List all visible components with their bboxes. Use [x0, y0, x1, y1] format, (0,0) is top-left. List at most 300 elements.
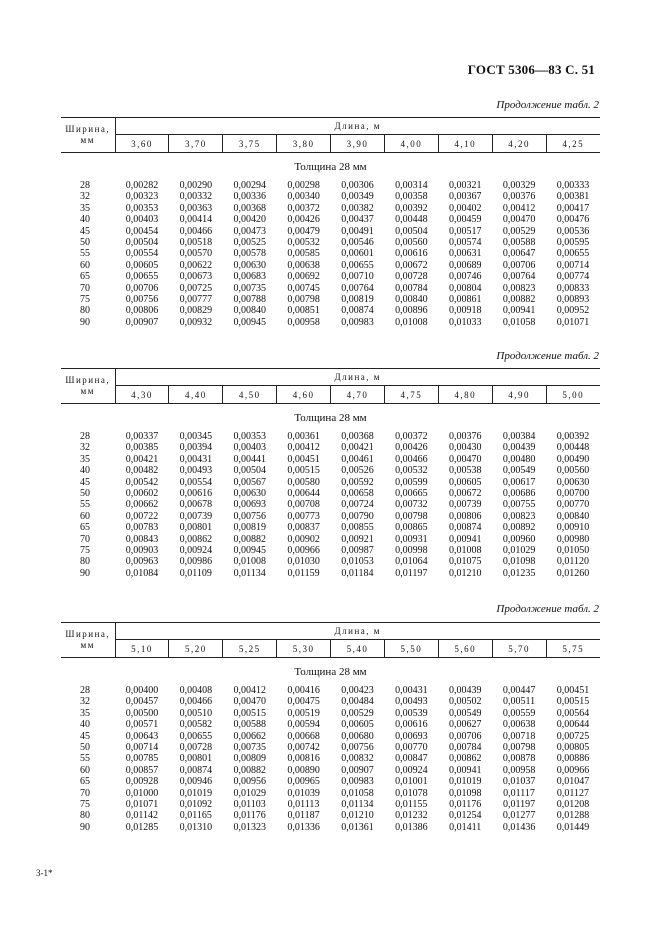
- length-column-header: 4,30: [115, 386, 169, 404]
- volume-cell: 0,00983: [341, 316, 374, 328]
- volume-cell: 0,00361: [287, 431, 320, 442]
- volume-cell: 0,00798: [287, 294, 320, 306]
- volume-cell: 0,00451: [287, 453, 320, 465]
- volume-cell: 0,00958: [502, 764, 536, 776]
- table-row: [61, 317, 600, 328]
- volume-cell: 0,00532: [287, 237, 320, 249]
- volume-cell: 0,01071: [125, 799, 159, 811]
- volume-cell: 0,00549: [448, 707, 482, 719]
- volume-cell: 0,00403: [233, 442, 266, 454]
- volume-cell: 0,00706: [502, 259, 536, 271]
- table-row: [61, 568, 600, 579]
- volume-cell: 0,00381: [556, 191, 590, 203]
- volume-cell: 0,00426: [287, 214, 320, 226]
- volume-cell: 0,00903: [125, 545, 159, 557]
- volume-cell: 0,00400: [125, 685, 159, 696]
- volume-cell: 0,01047: [556, 776, 590, 788]
- volume-cell: 0,00784: [448, 742, 482, 754]
- volume-cell: 0,01159: [287, 567, 320, 579]
- volume-cell: 0,00683: [233, 271, 266, 283]
- volume-cell: 0,00829: [179, 305, 213, 317]
- thickness-heading: Толщина 28 мм: [294, 665, 367, 678]
- volume-cell: 0,00491: [341, 225, 374, 237]
- width-cell: 32: [80, 191, 90, 203]
- volume-cell: 0,00525: [233, 237, 266, 249]
- volume-cell: 0,00599: [395, 476, 428, 488]
- volume-cell: 0,01078: [395, 787, 428, 799]
- volume-cell: 0,00714: [556, 259, 590, 271]
- volume-cell: 0,00414: [179, 214, 213, 226]
- volume-cell: 0,01323: [233, 821, 266, 833]
- volume-cell: 0,00567: [233, 476, 266, 488]
- volume-cell: 0,00385: [125, 442, 159, 454]
- table-row: [61, 305, 600, 316]
- volume-cell: 0,01008: [395, 316, 428, 328]
- volume-cell: 0,00718: [502, 730, 536, 742]
- volume-cell: 0,00353: [233, 431, 266, 442]
- volume-cell: 0,01084: [125, 567, 159, 579]
- volume-cell: 0,00408: [179, 685, 213, 696]
- volume-cell: 0,00882: [502, 294, 536, 306]
- volume-cell: 0,00655: [125, 271, 159, 283]
- volume-cell: 0,00473: [233, 225, 266, 237]
- volume-cell: 0,01037: [502, 776, 536, 788]
- volume-cell: 0,00588: [502, 237, 536, 249]
- volume-cell: 0,00931: [395, 533, 428, 545]
- width-cell: 60: [80, 764, 90, 776]
- volume-cell: 0,00382: [341, 202, 374, 214]
- volume-cell: 0,00655: [556, 248, 590, 260]
- volume-cell: 0,00549: [502, 465, 536, 477]
- volume-cell: 0,00678: [179, 499, 213, 511]
- volume-cell: 0,01098: [448, 787, 482, 799]
- volume-cell: 0,00592: [341, 476, 374, 488]
- volume-cell: 0,00784: [395, 282, 428, 294]
- volume-cell: 0,00823: [502, 510, 536, 522]
- volume-cell: 0,00672: [448, 488, 482, 500]
- volume-cell: 0,00510: [179, 707, 213, 719]
- volume-cell: 0,00394: [179, 442, 213, 454]
- volume-cell: 0,00785: [125, 753, 159, 765]
- volume-cell: 0,00662: [125, 499, 159, 511]
- volume-cell: 0,00983: [341, 776, 374, 788]
- width-cell: 75: [80, 799, 90, 811]
- width-cell: 65: [80, 271, 90, 283]
- volume-cell: 0,00816: [287, 753, 320, 765]
- volume-cell: 0,00706: [125, 282, 159, 294]
- volume-cell: 0,01109: [179, 567, 212, 579]
- length-column-header: 5,70: [492, 640, 546, 658]
- volume-cell: 0,01336: [287, 821, 320, 833]
- volume-cell: 0,00847: [395, 753, 428, 765]
- length-column-header: 3,90: [331, 135, 385, 153]
- table-row: [61, 442, 600, 453]
- volume-cell: 0,01155: [395, 799, 428, 811]
- volume-cell: 0,00412: [502, 202, 536, 214]
- volume-cell: 0,00416: [287, 685, 320, 696]
- width-cell: 28: [80, 685, 90, 696]
- volume-cell: 0,00430: [448, 442, 482, 454]
- table-row: [61, 799, 600, 810]
- length-column-header: 4,75: [384, 386, 438, 404]
- volume-cell: 0,00680: [341, 730, 374, 742]
- volume-cell: 0,00294: [233, 180, 266, 191]
- width-cell: 28: [80, 180, 90, 191]
- volume-cell: 0,00323: [125, 191, 159, 203]
- volume-cell: 0,00806: [448, 510, 482, 522]
- volume-cell: 0,00466: [179, 696, 213, 708]
- width-cell: 70: [80, 787, 90, 799]
- table-row: [61, 477, 600, 488]
- table-row: [61, 685, 600, 696]
- volume-cell: 0,00538: [448, 465, 482, 477]
- volume-cell: 0,00986: [179, 556, 213, 568]
- volume-cell: 0,00616: [395, 248, 428, 260]
- volume-cell: 0,00665: [395, 488, 428, 500]
- volume-cell: 0,00886: [556, 753, 590, 765]
- volume-cell: 0,01386: [395, 821, 428, 833]
- width-cell: 45: [80, 476, 90, 488]
- volume-cell: 0,00627: [448, 719, 482, 731]
- volume-cell: 0,00735: [233, 742, 266, 754]
- volume-cell: 0,00282: [125, 180, 159, 191]
- table-row: [61, 556, 600, 567]
- volume-cell: 0,00333: [556, 180, 590, 191]
- volume-cell: 0,00965: [287, 776, 320, 788]
- width-cell: 70: [80, 533, 90, 545]
- length-column-header: 4,70: [331, 386, 385, 404]
- volume-cell: 0,00647: [502, 248, 536, 260]
- volume-cell: 0,00306: [341, 180, 374, 191]
- volume-cell: 0,00739: [179, 510, 213, 522]
- width-cell: 50: [80, 488, 90, 500]
- volume-cell: 0,00725: [179, 282, 213, 294]
- table-row: [61, 545, 600, 556]
- volume-cell: 0,00454: [125, 225, 159, 237]
- volume-cell: 0,00686: [502, 488, 536, 500]
- volume-cell: 0,00746: [448, 271, 482, 283]
- volume-cell: 0,01260: [556, 567, 590, 579]
- width-cell: 70: [80, 282, 90, 294]
- length-column-header: 5,10: [115, 640, 169, 658]
- width-cell: 40: [80, 214, 90, 226]
- volume-cell: 0,00728: [395, 271, 428, 283]
- volume-cell: 0,00574: [448, 237, 482, 249]
- volume-cell: 0,00756: [341, 742, 374, 754]
- width-cell: 50: [80, 742, 90, 754]
- volume-cell: 0,00952: [556, 305, 590, 317]
- width-cell: 40: [80, 719, 90, 731]
- volume-cell: 0,00594: [287, 719, 320, 731]
- table-row: [61, 271, 600, 282]
- volume-cell: 0,00890: [287, 764, 320, 776]
- volume-cell: 0,01436: [502, 821, 536, 833]
- width-cell: 90: [80, 821, 90, 833]
- volume-cell: 0,00987: [341, 545, 374, 557]
- volume-cell: 0,00616: [179, 488, 213, 500]
- volume-cell: 0,01210: [448, 567, 482, 579]
- volume-cell: 0,00431: [395, 685, 428, 696]
- volume-cell: 0,00329: [502, 180, 536, 191]
- width-cell: 90: [80, 567, 90, 579]
- volume-cell: 0,00437: [341, 214, 374, 226]
- volume-cell: 0,00461: [341, 453, 374, 465]
- volume-cell: 0,00441: [233, 453, 266, 465]
- volume-cell: 0,00764: [502, 271, 536, 283]
- table-row: [61, 431, 600, 442]
- volume-cell: 0,00798: [502, 742, 536, 754]
- table-row: [61, 488, 600, 499]
- length-header: Длина, м: [115, 623, 600, 640]
- volume-cell: 0,00536: [556, 225, 590, 237]
- length-column-header: 4,20: [492, 135, 546, 153]
- volume-cell: 0,00932: [179, 316, 213, 328]
- page-footnote: 3-1*: [36, 868, 53, 878]
- volume-cell: 0,00770: [556, 499, 590, 511]
- volume-cell: 0,01254: [448, 810, 482, 822]
- table-row: [61, 191, 600, 202]
- volume-cell: 0,01232: [395, 810, 428, 822]
- volume-cell: 0,00470: [448, 453, 482, 465]
- volume-cell: 0,01277: [502, 810, 536, 822]
- table-row: [61, 294, 600, 305]
- volume-cell: 0,01176: [449, 799, 482, 811]
- volume-cell: 0,00843: [125, 533, 159, 545]
- table-row: [61, 753, 600, 764]
- volume-cell: 0,00515: [556, 696, 590, 708]
- volume-cell: 0,00504: [233, 465, 266, 477]
- volume-cell: 0,00363: [179, 202, 213, 214]
- volume-cell: 0,00298: [287, 180, 320, 191]
- volume-cell: 0,00517: [448, 225, 482, 237]
- volume-cell: 0,00546: [341, 237, 374, 249]
- volume-cell: 0,00595: [556, 237, 590, 249]
- volume-cell: 0,00710: [341, 271, 374, 283]
- volume-cell: 0,01197: [502, 799, 536, 811]
- continuation-label: Продолжение табл. 2: [496, 603, 599, 615]
- volume-cell: 0,00420: [233, 214, 266, 226]
- volume-cell: 0,00941: [448, 533, 482, 545]
- volume-cell: 0,00924: [395, 764, 428, 776]
- volume-cell: 0,00605: [125, 259, 159, 271]
- width-cell: 35: [80, 707, 90, 719]
- volume-cell: 0,01142: [125, 810, 158, 822]
- volume-cell: 0,00502: [448, 696, 482, 708]
- width-cell: 32: [80, 442, 90, 454]
- length-column-header: 5,25: [223, 640, 277, 658]
- volume-cell: 0,00457: [125, 696, 159, 708]
- width-cell: 28: [80, 431, 90, 442]
- length-column-header: 3,70: [169, 135, 223, 153]
- volume-cell: 0,00878: [502, 753, 536, 765]
- volume-cell: 0,00459: [448, 214, 482, 226]
- volume-cell: 0,00542: [125, 476, 159, 488]
- volume-cell: 0,01208: [556, 799, 590, 811]
- volume-cell: 0,00638: [287, 259, 320, 271]
- width-cell: 80: [80, 556, 90, 568]
- volume-cell: 0,00764: [341, 282, 374, 294]
- volume-cell: 0,00403: [125, 214, 159, 226]
- length-column-header: 4,10: [438, 135, 492, 153]
- volume-cell: 0,00742: [287, 742, 320, 754]
- volume-cell: 0,00605: [448, 476, 482, 488]
- volume-cell: 0,00945: [233, 545, 266, 557]
- volume-cell: 0,00833: [556, 282, 590, 294]
- length-column-header: 4,40: [169, 386, 223, 404]
- volume-cell: 0,00892: [502, 522, 536, 534]
- volume-cell: 0,00689: [448, 259, 482, 271]
- volume-cell: 0,00998: [395, 545, 428, 557]
- volume-cell: 0,00788: [233, 294, 266, 306]
- width-cell: 65: [80, 776, 90, 788]
- volume-cell: 0,00956: [233, 776, 266, 788]
- volume-cell: 0,00417: [556, 202, 590, 214]
- volume-cell: 0,00353: [125, 202, 159, 214]
- length-column-header: 5,40: [331, 640, 385, 658]
- volume-cell: 0,00874: [179, 764, 213, 776]
- volume-cell: 0,00673: [179, 271, 213, 283]
- volume-cell: 0,00412: [233, 685, 266, 696]
- volume-cell: 0,00631: [448, 248, 482, 260]
- volume-cell: 0,00728: [179, 742, 213, 754]
- volume-cell: 0,00638: [502, 719, 536, 731]
- volume-cell: 0,00448: [395, 214, 428, 226]
- volume-cell: 0,00340: [287, 191, 320, 203]
- width-cell: 80: [80, 810, 90, 822]
- width-cell: 60: [80, 510, 90, 522]
- volume-cell: 0,00945: [233, 316, 266, 328]
- volume-cell: 0,00840: [395, 294, 428, 306]
- volume-cell: 0,00801: [179, 522, 213, 534]
- volume-cell: 0,00806: [125, 305, 159, 317]
- volume-cell: 0,00602: [125, 488, 159, 500]
- width-cell: 45: [80, 730, 90, 742]
- table-row: [61, 731, 600, 742]
- volume-cell: 0,00643: [125, 730, 159, 742]
- volume-cell: 0,00392: [395, 202, 428, 214]
- volume-cell: 0,00431: [179, 453, 213, 465]
- volume-cell: 0,00376: [502, 191, 536, 203]
- volume-cell: 0,00515: [287, 465, 320, 477]
- volume-cell: 0,00376: [448, 431, 482, 442]
- volume-cell: 0,00662: [233, 730, 266, 742]
- width-cell: 40: [80, 465, 90, 477]
- continuation-label: Продолжение табл. 2: [496, 350, 599, 362]
- volume-cell: 0,00402: [448, 202, 482, 214]
- volume-cell: 0,00500: [125, 707, 159, 719]
- length-column-header: 3,60: [115, 135, 169, 153]
- volume-cell: 0,00672: [395, 259, 428, 271]
- volume-cell: 0,00421: [125, 453, 159, 465]
- volume-cell: 0,00840: [233, 305, 266, 317]
- volume-cell: 0,00321: [448, 180, 482, 191]
- volume-cell: 0,00560: [395, 237, 428, 249]
- volume-cell: 0,00412: [287, 442, 320, 454]
- volume-cell: 0,00874: [448, 522, 482, 534]
- volume-cell: 0,00777: [179, 294, 213, 306]
- table-row: [61, 454, 600, 465]
- volume-cell: 0,00337: [125, 431, 159, 442]
- volume-table: [61, 622, 600, 833]
- volume-cell: 0,01235: [502, 567, 536, 579]
- volume-cell: 0,00423: [341, 685, 374, 696]
- volume-cell: 0,01134: [341, 799, 374, 811]
- width-cell: 80: [80, 305, 90, 317]
- volume-cell: 0,01053: [341, 556, 374, 568]
- volume-cell: 0,00941: [502, 305, 536, 317]
- volume-cell: 0,00928: [125, 776, 159, 788]
- length-column-header: 4,90: [492, 386, 546, 404]
- volume-cell: 0,00447: [502, 685, 536, 696]
- width-header: Ширина, мм: [61, 118, 115, 153]
- length-column-header: 4,50: [223, 386, 277, 404]
- thickness-heading: Толщина 28 мм: [294, 160, 367, 173]
- volume-cell: 0,00745: [287, 282, 320, 294]
- volume-cell: 0,00644: [287, 488, 320, 500]
- volume-cell: 0,00832: [341, 753, 374, 765]
- volume-cell: 0,00466: [395, 453, 428, 465]
- volume-cell: 0,01134: [233, 567, 266, 579]
- table-row: [61, 742, 600, 753]
- volume-cell: 0,00773: [287, 510, 320, 522]
- volume-cell: 0,00874: [341, 305, 374, 317]
- volume-cell: 0,00630: [556, 476, 590, 488]
- volume-cell: 0,00819: [233, 522, 266, 534]
- volume-cell: 0,00724: [341, 499, 374, 511]
- volume-cell: 0,00504: [395, 225, 428, 237]
- length-column-header: 4,80: [438, 386, 492, 404]
- table-row: [61, 465, 600, 476]
- volume-cell: 0,00882: [233, 764, 266, 776]
- volume-cell: 0,00526: [341, 465, 374, 477]
- table-row: [61, 499, 600, 510]
- volume-cell: 0,00896: [395, 305, 428, 317]
- volume-cell: 0,01449: [556, 821, 590, 833]
- volume-cell: 0,01071: [556, 316, 590, 328]
- volume-cell: 0,00960: [502, 533, 536, 545]
- volume-cell: 0,00605: [341, 719, 374, 731]
- volume-cell: 0,00580: [287, 476, 320, 488]
- table-row: [61, 788, 600, 799]
- volume-cell: 0,00493: [395, 696, 428, 708]
- length-column-header: 5,30: [277, 640, 331, 658]
- volume-cell: 0,00658: [341, 488, 374, 500]
- length-header: Длина, м: [115, 118, 600, 135]
- table-row: [61, 283, 600, 294]
- volume-cell: 0,00470: [233, 696, 266, 708]
- length-column-header: 3,75: [223, 135, 277, 153]
- table-row: [61, 237, 600, 248]
- volume-cell: 0,01288: [556, 810, 590, 822]
- length-header: Длина, м: [115, 369, 600, 386]
- volume-cell: 0,01019: [448, 776, 482, 788]
- volume-cell: 0,01050: [556, 545, 590, 557]
- length-column-header: 5,50: [384, 640, 438, 658]
- volume-cell: 0,00823: [502, 282, 536, 294]
- volume-cell: 0,00515: [233, 707, 266, 719]
- volume-cell: 0,00804: [448, 282, 482, 294]
- volume-cell: 0,00601: [341, 248, 374, 260]
- volume-cell: 0,00570: [179, 248, 213, 260]
- volume-cell: 0,01210: [341, 810, 374, 822]
- volume-cell: 0,01058: [341, 787, 374, 799]
- volume-cell: 0,00554: [179, 476, 213, 488]
- volume-cell: 0,00756: [125, 294, 159, 306]
- volume-cell: 0,00774: [556, 271, 590, 283]
- volume-cell: 0,00466: [179, 225, 213, 237]
- volume-cell: 0,00630: [233, 259, 266, 271]
- width-cell: 60: [80, 259, 90, 271]
